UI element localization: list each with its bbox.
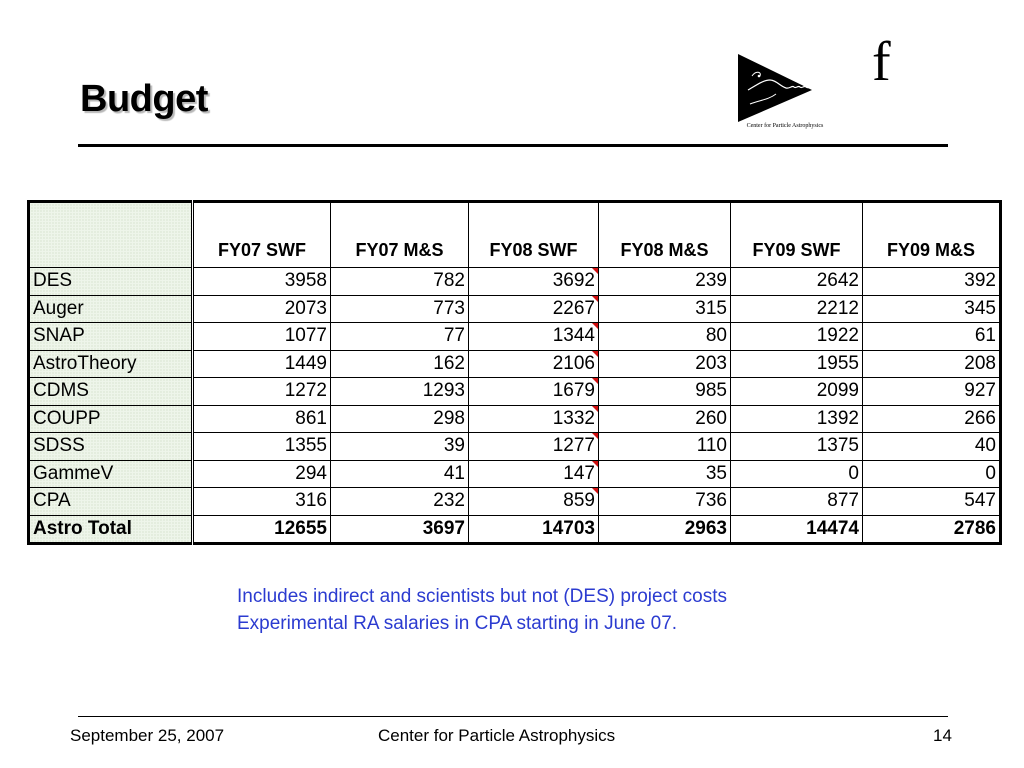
value-cell-fy07-swf [193, 295, 331, 323]
value-cell-fy08-swf [469, 515, 599, 544]
comment-indicator-icon [591, 323, 599, 331]
cell-value: 3697 [422, 517, 465, 539]
comment-indicator-icon [591, 268, 599, 276]
cell-value: 162 [433, 352, 465, 374]
cell-value: 110 [696, 435, 727, 457]
cell-value: 232 [433, 490, 465, 512]
corner-f-glyph: f [872, 31, 891, 93]
cell-value: 316 [295, 490, 327, 512]
cell-value: 861 [295, 407, 327, 429]
value-cell-fy08-swf [469, 323, 599, 351]
value-cell-fy08-ms [599, 378, 731, 406]
value-cell-fy07-ms [331, 405, 469, 433]
cell-value: 859 [563, 490, 595, 512]
row-label-cell: AstroTheory [29, 350, 193, 378]
value-cell-fy08-ms [599, 268, 731, 296]
cell-value: 345 [964, 297, 996, 319]
value-cell-fy09-ms [863, 488, 1001, 516]
notes-block [237, 583, 727, 637]
value-cell-fy08-swf [469, 488, 599, 516]
cell-value: 2642 [816, 270, 859, 292]
value-cell-fy08-ms [599, 295, 731, 323]
cell-value: 80 [705, 325, 727, 347]
value-cell-fy07-swf [193, 488, 331, 516]
header-fy07-ms: FY07 M&S [331, 202, 469, 268]
value-cell-fy09-ms [863, 378, 1001, 406]
footer-page-number: 14 [933, 726, 952, 745]
cell-value: 1449 [284, 352, 327, 374]
value-cell-fy09-swf [731, 378, 863, 406]
cell-value: 35 [705, 462, 727, 484]
cell-value: 877 [827, 490, 859, 512]
comment-indicator-icon [591, 405, 599, 413]
table-header-row [29, 202, 1001, 268]
comment-indicator-icon [591, 488, 599, 496]
cell-value: 315 [695, 297, 727, 319]
table-row [29, 350, 1001, 378]
value-cell-fy09-swf [731, 515, 863, 544]
value-cell-fy07-ms [331, 268, 469, 296]
row-label-cell: Astro Total [29, 515, 193, 544]
value-cell-fy07-swf [193, 433, 331, 461]
cell-value: 985 [695, 380, 727, 402]
comment-indicator-icon [591, 460, 599, 468]
cell-value: 1392 [816, 407, 859, 429]
value-cell-fy07-swf [193, 405, 331, 433]
table-row [29, 295, 1001, 323]
row-label-cell: Auger [29, 295, 193, 323]
cell-value: 2099 [816, 380, 859, 402]
cell-value: 773 [433, 297, 465, 319]
cell-value: 392 [964, 270, 996, 292]
footer-center-text: Center for Particle Astrophysics [378, 726, 616, 745]
header-fy08-ms: FY08 M&S [599, 202, 731, 268]
cell-value: 736 [695, 490, 727, 512]
value-cell-fy07-ms [331, 323, 469, 351]
row-label-cell: COUPP [29, 405, 193, 433]
cell-value: 547 [964, 490, 996, 512]
cell-value: 2267 [552, 297, 595, 319]
cell-value: 1375 [816, 435, 859, 457]
value-cell-fy09-ms [863, 323, 1001, 351]
header-fy09-swf: FY09 SWF [731, 202, 863, 268]
cell-value: 14703 [542, 517, 595, 539]
cell-value: 203 [695, 352, 727, 374]
header-label-cell [29, 202, 193, 268]
cell-value: 0 [985, 462, 996, 484]
value-cell-fy07-swf [193, 323, 331, 351]
cell-value: 2106 [552, 352, 595, 374]
table-row [29, 268, 1001, 296]
value-cell-fy08-ms [599, 515, 731, 544]
value-cell-fy09-ms [863, 350, 1001, 378]
cell-value: 266 [964, 407, 996, 429]
cell-value: 2212 [816, 297, 859, 319]
table-row [29, 460, 1001, 488]
comment-indicator-icon [591, 378, 599, 386]
table-row [29, 488, 1001, 516]
cell-value: 61 [974, 325, 996, 347]
value-cell-fy07-swf [193, 460, 331, 488]
cell-value: 1679 [552, 380, 595, 402]
value-cell-fy07-ms [331, 295, 469, 323]
cell-value: 298 [433, 407, 465, 429]
cell-value: 260 [695, 407, 727, 429]
row-label-cell: SNAP [29, 323, 193, 351]
budget-table [27, 200, 1002, 545]
cell-value: 2786 [953, 517, 996, 539]
title-divider [78, 144, 948, 147]
value-cell-fy08-ms [599, 405, 731, 433]
cell-value: 2963 [684, 517, 727, 539]
value-cell-fy09-swf [731, 323, 863, 351]
value-cell-fy09-ms [863, 268, 1001, 296]
value-cell-fy08-swf [469, 268, 599, 296]
cell-value: 3692 [552, 270, 595, 292]
row-label-cell: GammeV [29, 460, 193, 488]
value-cell-fy07-ms [331, 460, 469, 488]
footer-divider [78, 716, 948, 717]
value-cell-fy07-ms [331, 515, 469, 544]
value-cell-fy09-ms [863, 405, 1001, 433]
cell-value: 927 [964, 380, 996, 402]
value-cell-fy07-ms [331, 378, 469, 406]
cell-value: 3958 [284, 270, 327, 292]
cell-value: 1955 [816, 352, 859, 374]
value-cell-fy09-swf [731, 295, 863, 323]
cell-value: 14474 [806, 517, 859, 539]
row-label-cell: DES [29, 268, 193, 296]
cell-value: 77 [443, 325, 465, 347]
value-cell-fy08-swf [469, 350, 599, 378]
table-row [29, 323, 1001, 351]
cell-value: 1293 [422, 380, 465, 402]
value-cell-fy09-swf [731, 488, 863, 516]
cell-value: 1344 [552, 325, 595, 347]
cell-value: 1332 [552, 407, 595, 429]
value-cell-fy07-swf [193, 350, 331, 378]
cell-value: 1922 [816, 325, 859, 347]
value-cell-fy09-swf [731, 350, 863, 378]
cell-value: 782 [433, 270, 465, 292]
cell-value: 147 [563, 462, 595, 484]
comment-indicator-icon [591, 433, 599, 441]
cell-value: 294 [295, 462, 327, 484]
row-label-cell: CPA [29, 488, 193, 516]
cell-value: 0 [848, 462, 859, 484]
cell-value: 2073 [284, 297, 327, 319]
value-cell-fy07-ms [331, 350, 469, 378]
value-cell-fy09-swf [731, 405, 863, 433]
footer-date: September 25, 2007 [70, 726, 225, 745]
value-cell-fy07-ms [331, 433, 469, 461]
value-cell-fy07-swf [193, 515, 331, 544]
particle-astrophysics-logo [730, 50, 840, 134]
cell-value: 1355 [284, 435, 327, 457]
header-fy07-swf: FY07 SWF [193, 202, 331, 268]
header-fy09-ms: FY09 M&S [863, 202, 1001, 268]
value-cell-fy09-ms [863, 295, 1001, 323]
value-cell-fy07-ms [331, 488, 469, 516]
value-cell-fy07-swf [193, 378, 331, 406]
value-cell-fy08-swf [469, 405, 599, 433]
value-cell-fy08-ms [599, 488, 731, 516]
value-cell-fy09-swf [731, 433, 863, 461]
value-cell-fy09-swf [731, 460, 863, 488]
cell-value: 12655 [274, 517, 327, 539]
value-cell-fy07-swf [193, 268, 331, 296]
value-cell-fy08-ms [599, 350, 731, 378]
slide-title: Budget [80, 78, 208, 120]
cell-value: 1272 [284, 380, 327, 402]
table-row [29, 433, 1001, 461]
value-cell-fy09-swf [731, 268, 863, 296]
value-cell-fy08-swf [469, 433, 599, 461]
cell-value: 208 [964, 352, 996, 374]
cell-value: 41 [443, 462, 465, 484]
header-fy08-swf: FY08 SWF [469, 202, 599, 268]
logo-caption: Center for Particle Astrophysics [746, 123, 824, 129]
note-line: Experimental RA salaries in CPA starting in June 07. [237, 613, 678, 634]
table-row [29, 378, 1001, 406]
comment-indicator-icon [591, 295, 599, 303]
value-cell-fy08-ms [599, 323, 731, 351]
cell-value: 239 [695, 270, 727, 292]
value-cell-fy09-ms [863, 460, 1001, 488]
cell-value: 39 [443, 435, 465, 457]
value-cell-fy09-ms [863, 433, 1001, 461]
value-cell-fy08-ms [599, 433, 731, 461]
value-cell-fy08-swf [469, 460, 599, 488]
cell-value: 40 [974, 435, 996, 457]
value-cell-fy09-ms [863, 515, 1001, 544]
note-line: Includes indirect and scientists but not (DES) project costs [237, 586, 728, 607]
table-row [29, 405, 1001, 433]
value-cell-fy08-swf [469, 378, 599, 406]
row-label-cell: CDMS [29, 378, 193, 406]
row-label-cell: SDSS [29, 433, 193, 461]
value-cell-fy08-swf [469, 295, 599, 323]
cell-value: 1077 [284, 325, 327, 347]
cell-value: 1277 [552, 435, 595, 457]
comment-indicator-icon [591, 350, 599, 358]
total-row [29, 515, 1001, 544]
value-cell-fy08-ms [599, 460, 731, 488]
